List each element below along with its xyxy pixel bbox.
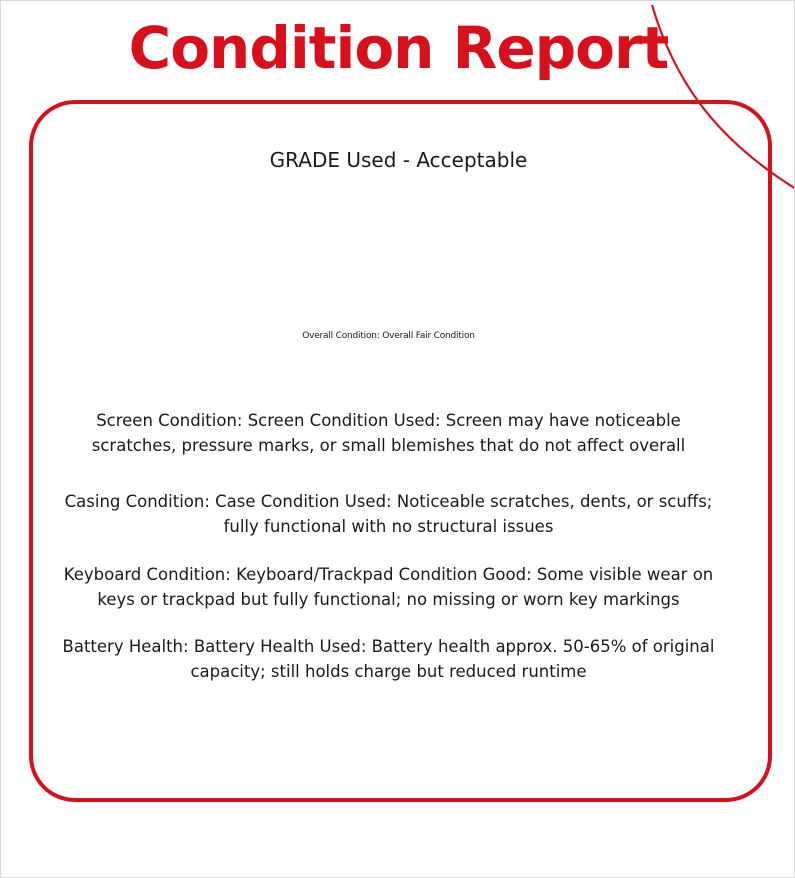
grade-heading: GRADE Used - Acceptable <box>269 148 528 172</box>
report-title: Condition Report <box>128 14 669 82</box>
battery-health: Battery Health: Battery Health Used: Battery health approx. 50-65% of original capacity; still holds charge but reduced runtime <box>62 637 715 681</box>
keyboard-condition: Keyboard Condition: Keyboard/Trackpad Condition Good: Some visible wear on keys or trackpad but fully functional; no missing or worn key markings <box>63 565 714 609</box>
casing-condition: Casing Condition: Case Condition Used: Noticeable scratches, dents, or scuffs; fully functional with no structural issues <box>64 492 713 536</box>
overall-condition: Overall Condition: Overall Fair Condition <box>302 331 475 341</box>
screen-condition: Screen Condition: Screen Condition Used: Screen may have noticeable scratches, pressure marks, or small blemishes that do not affect overall <box>91 411 686 455</box>
